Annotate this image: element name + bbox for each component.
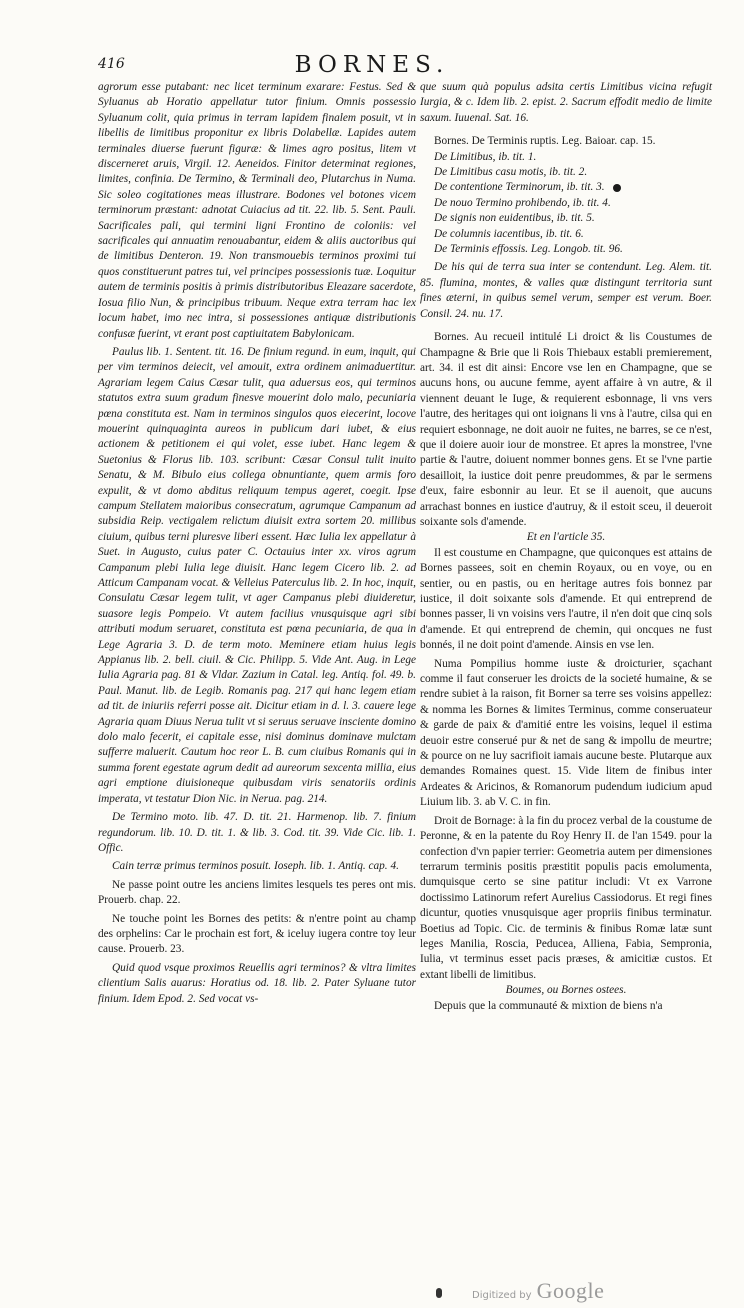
right-paragraph: De his qui de terra sua inter se contendunt. Leg. Alem. tit. 85. flumina, montes, & valles quæ distingunt territoria sunt fines æterni, in quibus semel verum, semper est verum. Boer. Consil. 24. nu. 17. bbox=[420, 261, 712, 320]
ref-list-item bbox=[420, 180, 712, 195]
bullet-mark-icon bbox=[613, 184, 621, 192]
ref-list-item: De Limitibus, ib. tit. 1. bbox=[434, 150, 537, 163]
page-number: 416 bbox=[98, 56, 125, 72]
left-column bbox=[98, 80, 416, 1007]
right-paragraph: Il est coustume en Champagne, que quiconques est attains de Bornes passees, soit en chemin Royaux, ou en voye, ou en sentier, ou en pastis, ou en heritage autres fois bonnez par iustice, il doit soixante sols d'amende. Et qui entreprend de bonnes passer, li vn voisins vers l'autre, il n'en doit que cinq sols d'amende. Et qui entreprend de chemin, qui oncques ne fust bonnés, il ne doit point d'amende. Ainsis en vse len. bbox=[420, 546, 712, 652]
ref-list-item-text: De contentione Terminorum, ib. tit. 3. bbox=[434, 181, 605, 194]
left-paragraph: Cain terræ primus terminos posuit. Ioseph. lib. 1. Antiq. cap. 4. bbox=[112, 860, 399, 873]
ref-list-item: De Terminis effossis. Leg. Longob. tit. 96. bbox=[434, 243, 623, 256]
left-paragraph: agrorum esse putabant: nec licet terminum exarare: Festus. Sed & Syluanus ab Horatio appellatur tutor finium. Omnis possessio Syluanum colit, quia primus in terram lapidem finalem posuit, vt in libellis de limitibus proponitur ex libris Dolabellæ. Lapides autem terminales diuerse fuerunt figuræ: & limes agro positus, litem vt discerneret aruis, Virgil. 12. Aeneidos. Finitor determinat regiones, limites, confinia. De Termino, & Terminali deo, Plutarchus in Numa. Sic soleo cogitationes meas illustrare. Bodones vel botones vicem terminorum præstant: adnotat Cuiacius ad tit. 22. lib. 5. Sent. Pauli. Sacrificales pali, qui termini ligni Frontino de coloniis: vel sacrificales qui annuatim renouabantur, eidem & aliis auctoribus qui de limitibus Denteron. 19. Non transmouebis terminos proximi tui quos constituerunt patres tui, vel principes possessionis tuæ. Loquitur autem de terminis positis à primis distributoribus Eleazare sacerdote, Iosua filio Nun, & principibus tribuum. Neque extra terram hac lex locum habet, imo nec intra, si possessiones antiquæ distributionis confusæ fuerint, vt erant post captiuitatem Babylonicam. bbox=[98, 81, 416, 340]
left-paragraph: Quid quod vsque proximos Reuellis agri terminos? & vltra limites clientium Salis auarus: Horatius od. 18. lib. 2. Pater Syluane tutor finium. Idem Epod. 2. Sed vocat vs- bbox=[98, 961, 416, 1005]
running-title: BORNES. bbox=[294, 52, 450, 78]
ref-list-item: De signis non euidentibus, ib. tit. 5. bbox=[434, 212, 595, 225]
right-column bbox=[420, 80, 712, 1014]
right-paragraph: Depuis que la communauté & mixtion de biens n'a bbox=[434, 999, 663, 1012]
right-paragraph: Droit de Bornage: à la fin du procez verbal de la coustume de Peronne, & en la patente du Roy Henry II. de l'an 1549. pour la confection d'vn papier terrier: Geometria autem per dimensiones terrarum terminis positis præstitit populis pacis emolumenta, dumquisque certo se sine patitur includi: Vt ex Varrone doctissimo Latinorum refert Aurelius Cassiodorus. Et regi fines dicuntur, quoties vnusquisque ager propriis finibus terminatur. Boetius ad Topic. Cic. de terminis & finibus Romæ latæ sunt leges Manilia, Roscia, Peducea, Alliena, Fabia, Sempronia, Iulia, vt terminus esset pacis præses, & amicitiæ custos. Et extant libelli de limitibus. bbox=[420, 814, 712, 981]
left-paragraph: Ne touche point les Bornes des petits: & n'entre point au champ des orphelins: Car le prochain est fort, & iceluy iugera contre toy leur cause. Prouerb. 23. bbox=[98, 912, 416, 956]
ref-list-item: De nouo Termino prohibendo, ib. tit. 4. bbox=[434, 196, 611, 209]
left-paragraph: Paulus lib. 1. Sentent. tit. 16. De finium regund. in eum, inquit, qui per vim terminos deiecit, vel amouit, extra ordinem animaduertitur. Agrariam legem Caius Cæsar tulit, qua aduersus eos, qui terminos statutos extra suum gradum finesve mouerint dolo malo, pecuniaria pœna constituta est. Nam in terminos singulos quos eiecerint, locove mouerint quinquaginta aureos in publicum dari iubet, & eius actionem & petitionem ei qui volet, esse iubet. Hanc legem & Suetonius & Florus lib. 103. scribunt: Cæsar Consul tulit inuito Senatu, & M. Bibulo eius collega obnuntiante, quem armis foro expulit, & vt domo abditus reliquum tempus ageret, coegit. Ipse campum Stellatem maioribus consecratum, agrumque Campanum ad subsidia Reip. vectigalem relictum diuisit extra sortem 20. millibus ciuium, quibus terni pluresve liberi essent. Hæc Iulia lex appellatur à Suet. in Augusto, cuius pater C. Octauius inter xx. viros agrum Campanum plebi Iulia lege diuisit. Hanc legem Cicero lib. 2. ad Atticum Campanam vocat. & Velleius Paterculus lib. 2. In hoc, inquit, Consulatu Cæsar legem tulit, vt ager Campanus plebi diuideretur, suasore legis Pompeio. Vt autem facilius vnusquisque agri sibi attributi modum seruaret, constituta est pœna pecuniaria, de qua in Lege Agraria 3. D. de term moto. Meminere etiam huius legis Appianus lib. 2. bell. ciuil. & Cic. Philipp. 5. Vide Ant. Aug. in Lege Iulia Agraria pag. 81 & Vldar. Zazium in Catal. leg. Antiq. fol. 49. b. Paul. Manut. lib. de Legib. Romanis pag. 217 qui hanc legem etiam ad tit. de iniuriis referri posse ait. Dicitur etiam in d. l. 3. cauere lege Agraria quam Diuus Nerua tulit vt si seruus seruave insciente domino dolo malo fecerit, ei capitale esse, nisi dominus dominave mulctam sufferre maluerit. Cautum hoc reor L. B. cum ciuibus Romanis qui in summa forent egestate agrum dedit ad aureorum sexcenta millia, eius agri emptione diuisioneque quibusdam viris senatoriis ordinis imperata, vt testatur Dion Nic. in Nerua. pag. 214. bbox=[98, 345, 416, 805]
left-paragraph: Ne passe point outre les anciens limites lesquels tes peres ont mis. Prouerb. chap. 22. bbox=[98, 878, 416, 907]
right-paragraph: que suum quà populus adsita certis Limitibus vicina refugit Iurgia, & c. Idem lib. 2. epist. 2. Sacrum effodit medio de limite saxum. Iuuenal. Sat. 16. bbox=[420, 81, 712, 124]
section-heading: Boumes, ou Bornes ostees. bbox=[505, 984, 627, 997]
right-paragraph: Bornes. Au recueil intitulé Li droict & lis Coustumes de Champagne & Brie que li Rois Thiebaux establi premierement, art. 34. il est dit ainsi: Encore vse len en Champagne, que se aucuns hons, ou aucune femme, ayent affaire à vn autre, & il viennent deuant le Iuge, & requierent esbonnage, li vns vers l'autre, des heritages qui ont ioignans li vns à l'autre, cilsa qui en requiert esbonnage, ne doit auoir ne fuites, ne barres, se ce n'est, que il doiere auoir iour de monstree. Et apres la monstree, l'vne partie & l'autre, doiuent nommer bonnes gens. Et se l'vne partie desailloit, la iustice doit penre preudommes, & par le sermens d'eux, faire esbonnir au leur. Et se il auenoit, que aucuns arrachast bonnes en iustice d'autruy, & il estoit sceu, il deueroit soixante sols d'amende. bbox=[420, 331, 712, 528]
digitized-watermark bbox=[472, 1278, 604, 1304]
ref-list-intro: Bornes. De Terminis ruptis. Leg. Baioar. cap. 15. bbox=[434, 135, 656, 148]
section-heading: Et en l'article 35. bbox=[526, 531, 606, 544]
page-header bbox=[0, 52, 744, 82]
right-paragraph: Numa Pompilius homme iuste & droicturier, sçachant comme il faut conseruer les droicts de la societé humaine, & se rendre subiet à la raison, fit Borner sa terre ses voisins appellez: & nomma les Bornes & limites Terminus, comme conseruateur & garde de paix & d'amitié entre les voisins, lequel il estima deuoir estre conserué pur & net de sang & impollu de meurtre; & pource on ne luy sacrifioit iamais aucune beste. Plutarque aux demandes Romaines quest. 15. Vide litem de finibus inter Ardeates & Aricinos, & Romanorum pudendum iudicium apud Liuium lib. 3. ab V. C. in fin. bbox=[420, 657, 712, 809]
left-paragraph: De Termino moto. lib. 47. D. tit. 21. Harmenop. lib. 7. finium regundorum. lib. 10. D. tit. 1. & lib. 3. Cod. tit. 39. Vide Cic. lib. 1. Offic. bbox=[98, 811, 416, 854]
watermark-prefix: Digitized by bbox=[472, 1290, 532, 1301]
ref-list-item: De columnis iacentibus, ib. tit. 6. bbox=[434, 227, 584, 240]
ref-list-item: De Limitibus casu motis, ib. tit. 2. bbox=[434, 166, 588, 179]
printer-mark-icon bbox=[436, 1288, 442, 1298]
watermark-brand: Google bbox=[536, 1278, 605, 1303]
